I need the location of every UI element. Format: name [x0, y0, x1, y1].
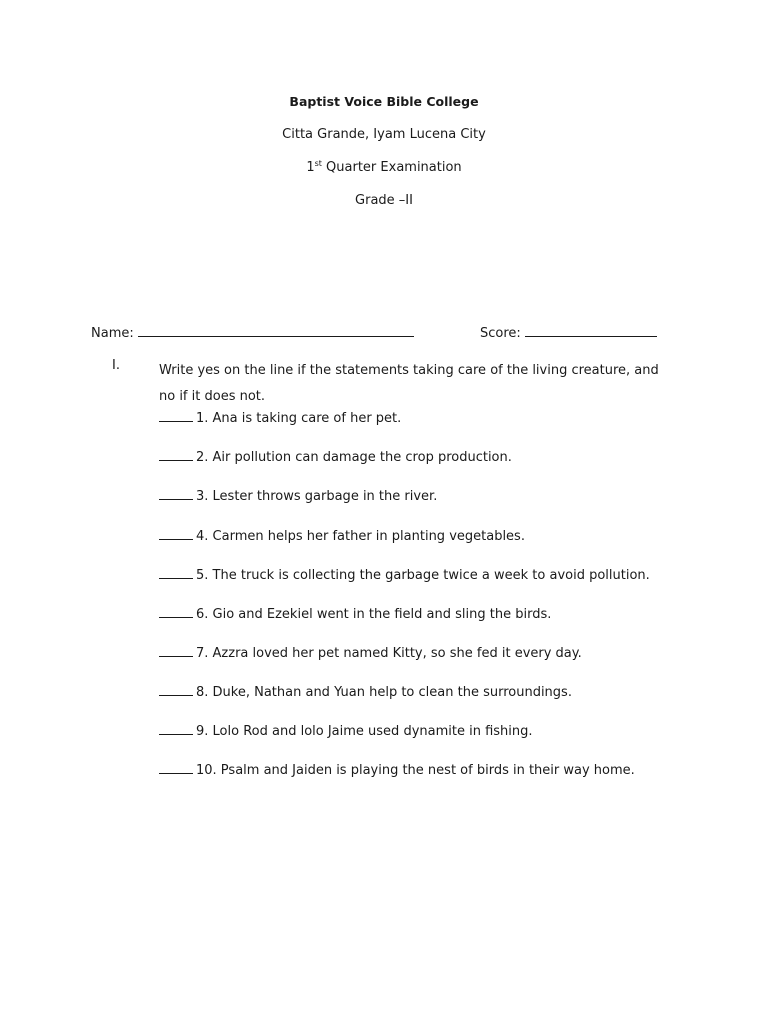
answer-blank[interactable]: [159, 762, 193, 774]
answer-blank[interactable]: [159, 645, 193, 657]
exam-ordinal: st: [314, 159, 322, 168]
section-number: I.: [112, 358, 120, 373]
question-text: 5. The truck is collecting the garbage twice a week to avoid pollution.: [196, 568, 650, 583]
answer-blank[interactable]: [159, 410, 193, 422]
question-item: [159, 410, 401, 426]
name-field: [91, 325, 414, 341]
question-text: 4. Carmen helps her father in planting vegetables.: [196, 529, 525, 544]
question-text: 2. Air pollution can damage the crop production.: [196, 450, 512, 465]
score-blank-line[interactable]: [525, 325, 657, 337]
name-blank-line[interactable]: [138, 325, 414, 337]
grade-level: Grade –II: [355, 193, 413, 208]
question-item: [159, 567, 650, 583]
answer-blank[interactable]: [159, 528, 193, 540]
section-instruction: Write yes on the line if the statements taking care of the living creature, and no if it does not.: [159, 363, 659, 404]
question-text: 10. Psalm and Jaiden is playing the nest of birds in their way home.: [196, 763, 635, 778]
school-name: Baptist Voice Bible College: [289, 94, 479, 109]
answer-blank[interactable]: [159, 684, 193, 696]
question-text: 6. Gio and Ezekiel went in the field and sling the birds.: [196, 607, 552, 622]
question-item: [159, 606, 551, 622]
answer-blank[interactable]: [159, 567, 193, 579]
question-text: 7. Azzra loved her pet named Kitty, so she fed it every day.: [196, 646, 582, 661]
question-text: 1. Ana is taking care of her pet.: [196, 411, 402, 426]
question-text: 3. Lester throws garbage in the river.: [196, 489, 438, 504]
score-label: Score:: [480, 326, 521, 341]
question-item: [159, 449, 512, 465]
answer-blank[interactable]: [159, 606, 193, 618]
answer-blank[interactable]: [159, 488, 193, 500]
question-item: [159, 488, 437, 504]
question-item: [159, 762, 635, 778]
school-address: Citta Grande, Iyam Lucena City: [282, 127, 486, 142]
question-text: 8. Duke, Nathan and Yuan help to clean the surroundings.: [196, 685, 572, 700]
question-item: [159, 528, 525, 544]
exam-title: [0, 160, 768, 175]
answer-blank[interactable]: [159, 449, 193, 461]
name-label: Name:: [91, 326, 134, 341]
score-field: [480, 325, 657, 341]
question-item: [159, 723, 533, 739]
answer-blank[interactable]: [159, 723, 193, 735]
exam-label: Quarter Examination: [321, 160, 462, 175]
exam-number: 1: [306, 160, 315, 175]
question-item: [159, 645, 582, 661]
question-item: [159, 684, 572, 700]
question-text: 9. Lolo Rod and lolo Jaime used dynamite in fishing.: [196, 724, 533, 739]
